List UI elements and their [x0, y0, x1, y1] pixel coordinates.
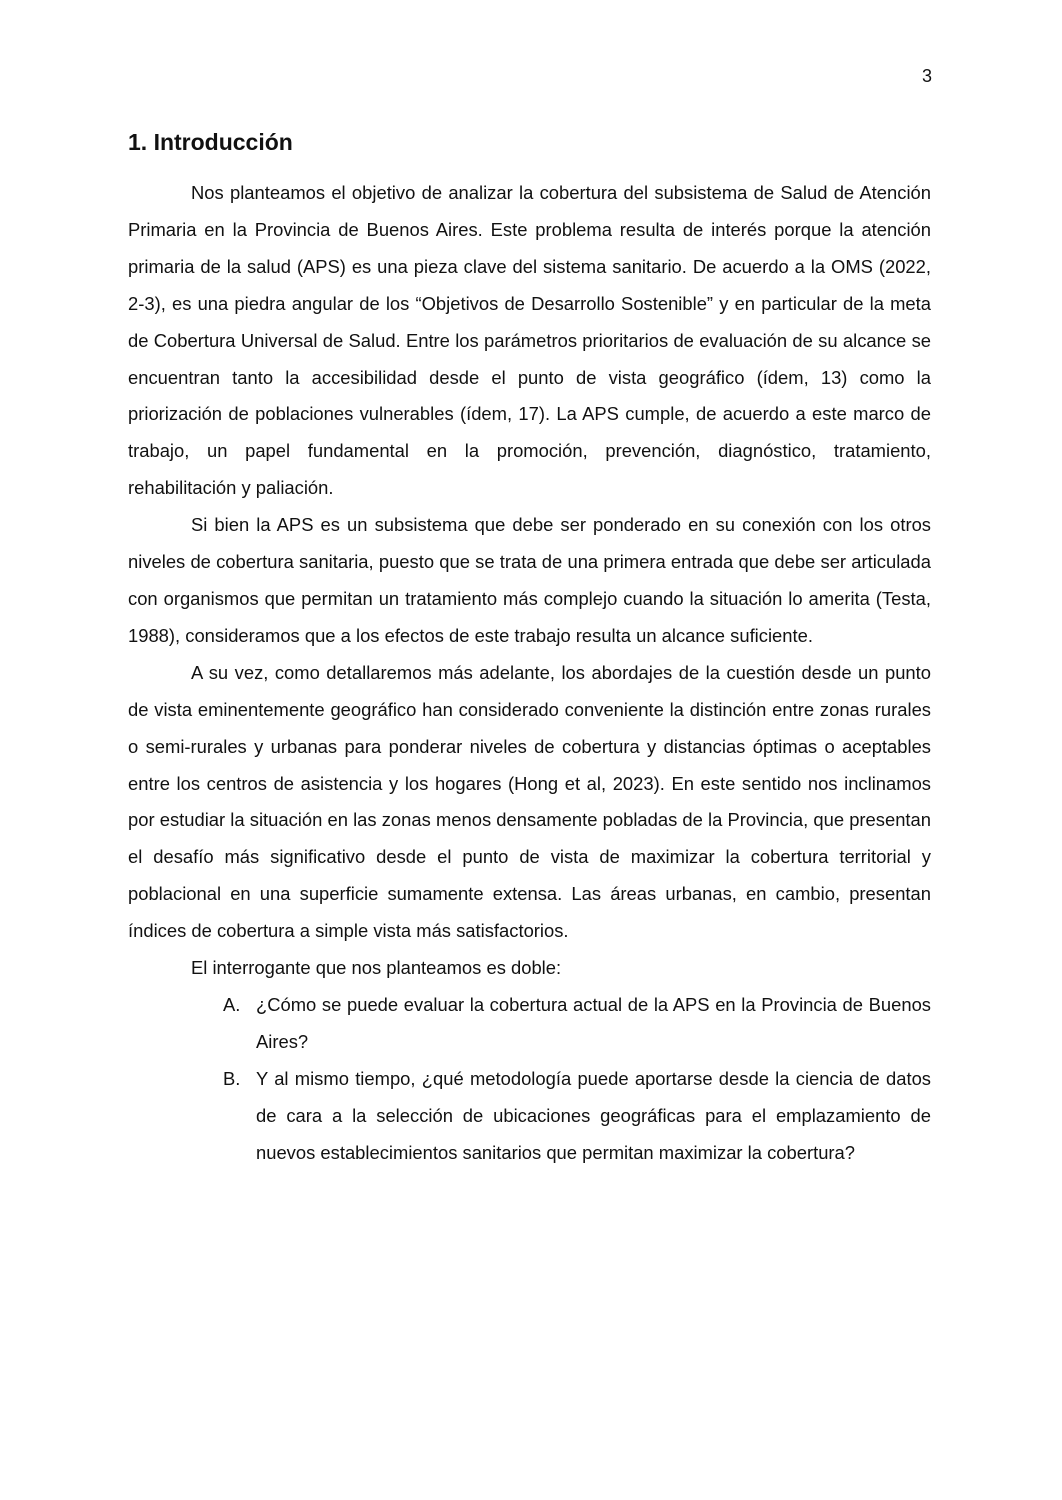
research-questions-list [128, 987, 931, 1172]
question-text-b: Y al mismo tiempo, ¿qué metodología puede aportarse desde la ciencia de datos de cara a la selección de ubicaciones geográficas para el emplazamiento de nuevos establecimientos sanitarios que permitan maximizar la cobertura? [256, 1067, 931, 1163]
paragraph-4: El interrogante que nos planteamos es doble: [191, 957, 562, 979]
question-marker-a: A. [223, 993, 241, 1015]
paragraph-3: A su vez, como detallaremos más adelante, los abordajes de la cuestión desde un punto de vista eminentemente geográfico han considerado conveniente la distinción entre zonas rurales o semi-rurales y urbanas para ponderar niveles de cobertura y distancias óptimas o aceptables entre los centros de asistencia y los hogares (Hong et al, 2023). En este sentido nos inclinamos por estudiar la situación en las zonas menos densamente pobladas de la Provincia, que presentan el desafío más significativo desde el punto de vista de maximizar la cobertura territorial y poblacional en una superficie sumamente extensa. Las áreas urbanas, en cambio, presentan índices de cobertura a simple vista más satisfactorios. [128, 661, 931, 942]
paragraph-1: Nos planteamos el objetivo de analizar la cobertura del subsistema de Salud de Atención Primaria en la Provincia de Buenos Aires. Este problema resulta de interés porque la atención primaria de la salud (APS) es una pieza clave del sistema sanitario. De acuerdo a la OMS (2022, 2-3), es una piedra angular de los “Objetivos de Desarrollo Sostenible” y en particular de la meta de Cobertura Universal de Salud. Entre los parámetros prioritarios de evaluación de su alcance se encuentran tanto la accesibilidad desde el punto de vista geográfico (ídem, 13) como la priorización de poblaciones vulnerables (ídem, 17). La APS cumple, de acuerdo a este marco de trabajo, un papel fundamental en la promoción, prevención, diagnóstico, tratamiento, rehabilitación y paliación. [128, 182, 931, 499]
question-text-a: ¿Cómo se puede evaluar la cobertura actual de la APS en la Provincia de Buenos Aires? [256, 993, 931, 1052]
question-marker-b: B. [223, 1067, 241, 1089]
introduction-section [128, 125, 931, 1171]
page-number: 3 [921, 66, 932, 86]
research-question-a [223, 987, 931, 1061]
research-question-b [223, 1061, 931, 1172]
section-heading: 1. Introducción [128, 129, 293, 155]
paragraph-2: Si bien la APS es un subsistema que debe ser ponderado en su conexión con los otros niveles de cobertura sanitaria, puesto que se trata de una primera entrada que debe ser articulada con organismos que permitan un tratamiento más complejo cuando la situación lo amerita (Testa, 1988), consideramos que a los efectos de este trabajo resulta un alcance suficiente. [128, 514, 931, 646]
